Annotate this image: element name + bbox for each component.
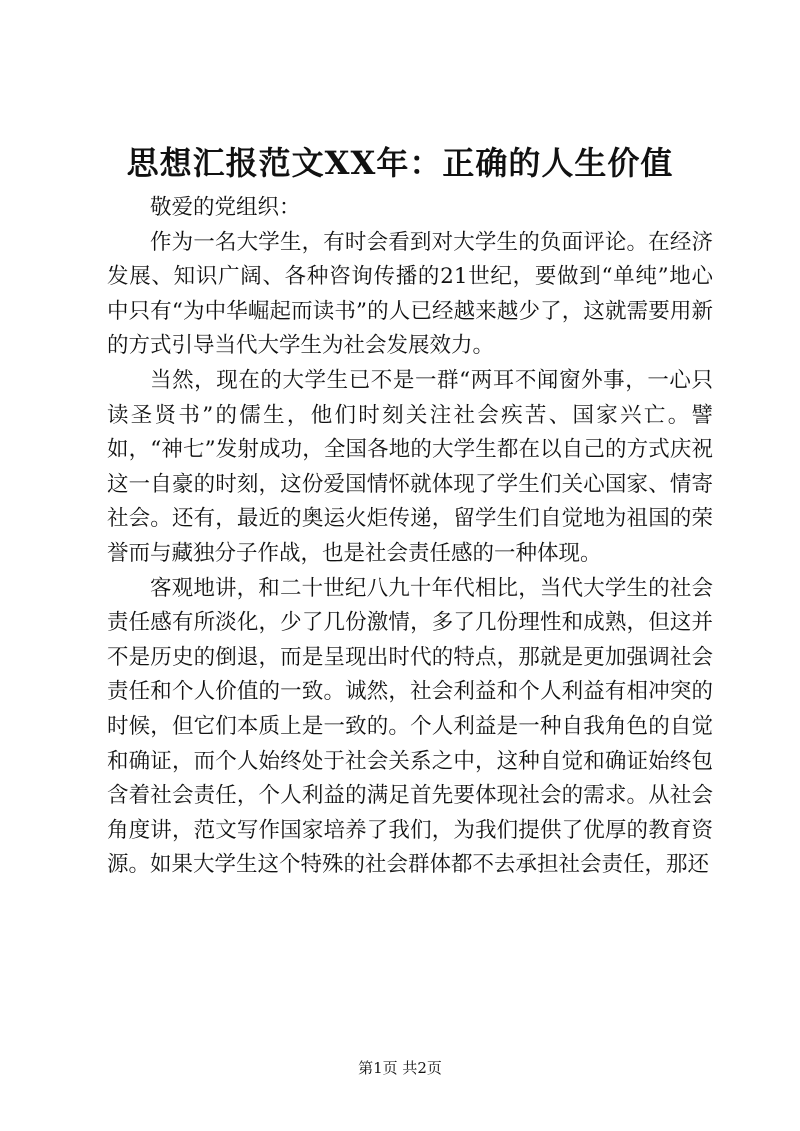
paragraph-3: 客观地讲，和二十世纪八九十年代相比，当代大学生的社会责任感有所淡化，少了几份激情，多了几份理性和成熟，但这并不是历史的倒退，而是呈现出时代的特点，那就是更加强调社会责任和个人价值的一致。诚然，社会利益和个人利益有相冲突的时候，但它们本质上是一致的。个人利益是一种自我角色的自觉和确证，而个人始终处于社会关系之中，这种自觉和确证始终包含着社会责任，个人利益的满足首先要体现社会的需求。从社会角度讲，范文写作国家培养了我们，为我们提供了优厚的教育资源。如果大学生这个特殊的社会群体都不去承担社会责任，那还	[107, 575, 713, 878]
paragraph-2: 当然，现在的大学生已不是一群“两耳不闻窗外事，一心只读圣贤书”的儒生，他们时刻关注社会疾苦、国家兴亡。譬如，“神七”发射成功，全国各地的大学生都在以自己的方式庆祝这一自豪的时刻，这份爱国情怀就体现了学生们关心国家、情寄社会。还有，最近的奥运火炬传递，留学生们自觉地为祖国的荣誉而与藏独分子作战，也是社会责任感的一种体现。	[107, 367, 713, 566]
greeting: 敬爱的党组织：	[150, 195, 301, 220]
document-body	[107, 191, 713, 883]
page-footer: 第1页 共2页	[358, 1059, 442, 1077]
paragraph-1: 作为一名大学生，有时会看到对大学生的负面评论。在经济发展、知识广阔、各种咨询传播的21世纪，要做到“单纯”地心中只有“为中华崛起而读书”的人已经越来越少了，这就需要用新的方式引导当代大学生为社会发展效力。	[107, 229, 713, 359]
document-title: 思想汇报范文XX年：正确的人生价值	[126, 144, 674, 182]
